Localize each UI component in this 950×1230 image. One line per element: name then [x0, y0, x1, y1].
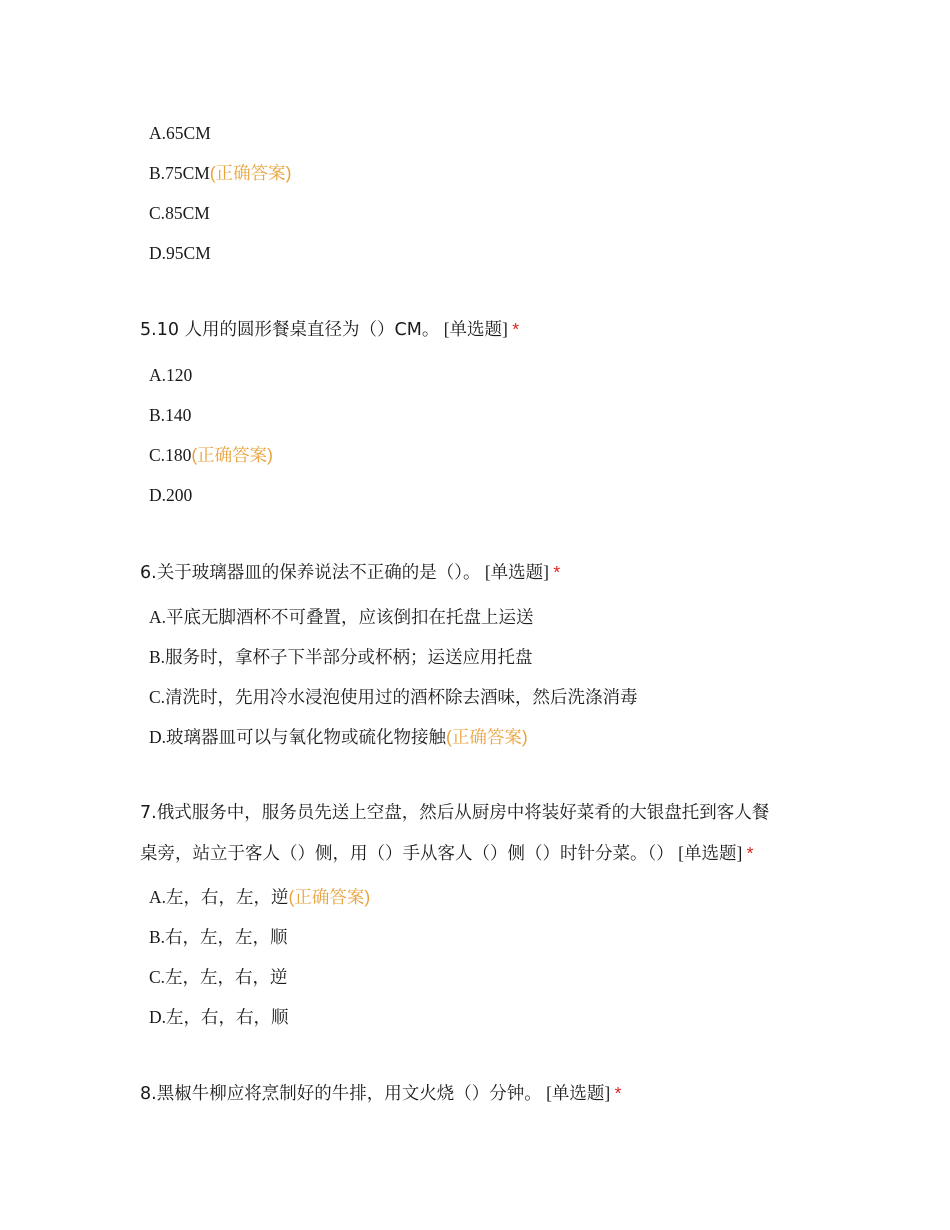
- option-letter: C.: [149, 687, 166, 707]
- required-mark: *: [746, 843, 754, 863]
- option-text: 清洗时，先用冷水浸泡使用过的酒杯除去酒味，然后洗涤消毒: [165, 688, 638, 708]
- option-letter: C.: [149, 203, 166, 223]
- option-letter: C.: [149, 445, 166, 465]
- option-text: 左，右，左，逆: [166, 888, 289, 908]
- option-text: 180: [165, 445, 192, 465]
- option-text: 75CM: [165, 163, 210, 183]
- correct-answer-label: (正确答案): [209, 163, 292, 183]
- option-text: 120: [166, 365, 193, 385]
- option-letter: A.: [149, 123, 167, 143]
- option-text: 85CM: [165, 203, 210, 223]
- correct-answer-label: (正确答案): [191, 445, 273, 465]
- q4-option-b[interactable]: [149, 161, 291, 185]
- question-text: 5.10 人用的圆形餐桌直径为（）CM。: [140, 320, 440, 340]
- option-letter: D.: [149, 485, 167, 505]
- q7-option-d[interactable]: [149, 1005, 289, 1030]
- option-letter: A.: [149, 607, 167, 627]
- question-text: 6.关于玻璃器皿的保养说法不正确的是（）。: [140, 563, 481, 583]
- q7-option-c[interactable]: [149, 965, 288, 990]
- option-text: 玻璃器皿可以与氧化物或硫化物接触: [166, 728, 447, 748]
- question-type: [单选题]: [678, 843, 743, 863]
- q5-option-a[interactable]: [149, 363, 192, 387]
- option-letter: B.: [149, 647, 166, 667]
- required-mark: *: [614, 1083, 622, 1103]
- q7-option-a[interactable]: [149, 885, 370, 910]
- question-6-title: [140, 552, 820, 593]
- required-mark: *: [553, 562, 561, 582]
- option-letter: D.: [149, 727, 167, 747]
- q5-option-b[interactable]: [149, 403, 191, 427]
- correct-answer-label: (正确答案): [446, 727, 528, 747]
- question-text-line-1: 7.俄式服务中，服务员先送上空盘，然后从厨房中将装好菜肴的大银盘托到客人餐: [140, 803, 770, 823]
- option-letter: B.: [149, 163, 166, 183]
- question-8-title: [140, 1073, 820, 1114]
- question-type: [单选题]: [546, 1083, 611, 1103]
- option-letter: C.: [149, 967, 166, 987]
- q4-option-d[interactable]: [149, 241, 211, 265]
- option-letter: A.: [149, 887, 167, 907]
- required-mark: *: [512, 319, 520, 339]
- option-text: 左，右，右，顺: [166, 1008, 289, 1028]
- question-text: 8.黑椒牛柳应将烹制好的牛排，用文火烧（）分钟。: [140, 1084, 542, 1104]
- option-text: 左，左，右，逆: [165, 968, 288, 988]
- option-letter: D.: [149, 1007, 167, 1027]
- option-letter: B.: [149, 927, 166, 947]
- option-text: 200: [166, 485, 193, 505]
- q7-option-b[interactable]: [149, 925, 288, 950]
- option-letter: D.: [149, 243, 167, 263]
- q4-option-a[interactable]: [149, 121, 211, 145]
- option-letter: A.: [149, 365, 167, 385]
- question-type: [单选题]: [484, 562, 549, 582]
- question-5-title: [140, 309, 820, 350]
- question-type: [单选题]: [443, 319, 508, 339]
- q5-option-d[interactable]: [149, 483, 192, 507]
- option-text: 140: [165, 405, 192, 425]
- q6-option-d[interactable]: [149, 725, 528, 750]
- option-text: 右，左，左，顺: [165, 928, 288, 948]
- option-text: 65CM: [166, 123, 211, 143]
- q4-option-c[interactable]: [149, 201, 210, 225]
- option-text: 服务时，拿杯子下半部分或杯柄；运送应用托盘: [165, 648, 533, 668]
- q5-option-c[interactable]: [149, 443, 273, 467]
- option-text: 平底无脚酒杯不可叠置，应该倒扣在托盘上运送: [166, 608, 534, 628]
- q6-option-b[interactable]: [149, 645, 533, 670]
- correct-answer-label: (正确答案): [288, 887, 371, 907]
- q6-option-a[interactable]: [149, 605, 534, 630]
- q6-option-c[interactable]: [149, 685, 638, 710]
- question-7-title: [140, 793, 820, 874]
- option-text: 95CM: [166, 243, 211, 263]
- option-letter: B.: [149, 405, 166, 425]
- question-text-line-2: 桌旁，站立于客人（）侧，用（）手从客人（）侧（）时针分菜。（）: [140, 844, 674, 864]
